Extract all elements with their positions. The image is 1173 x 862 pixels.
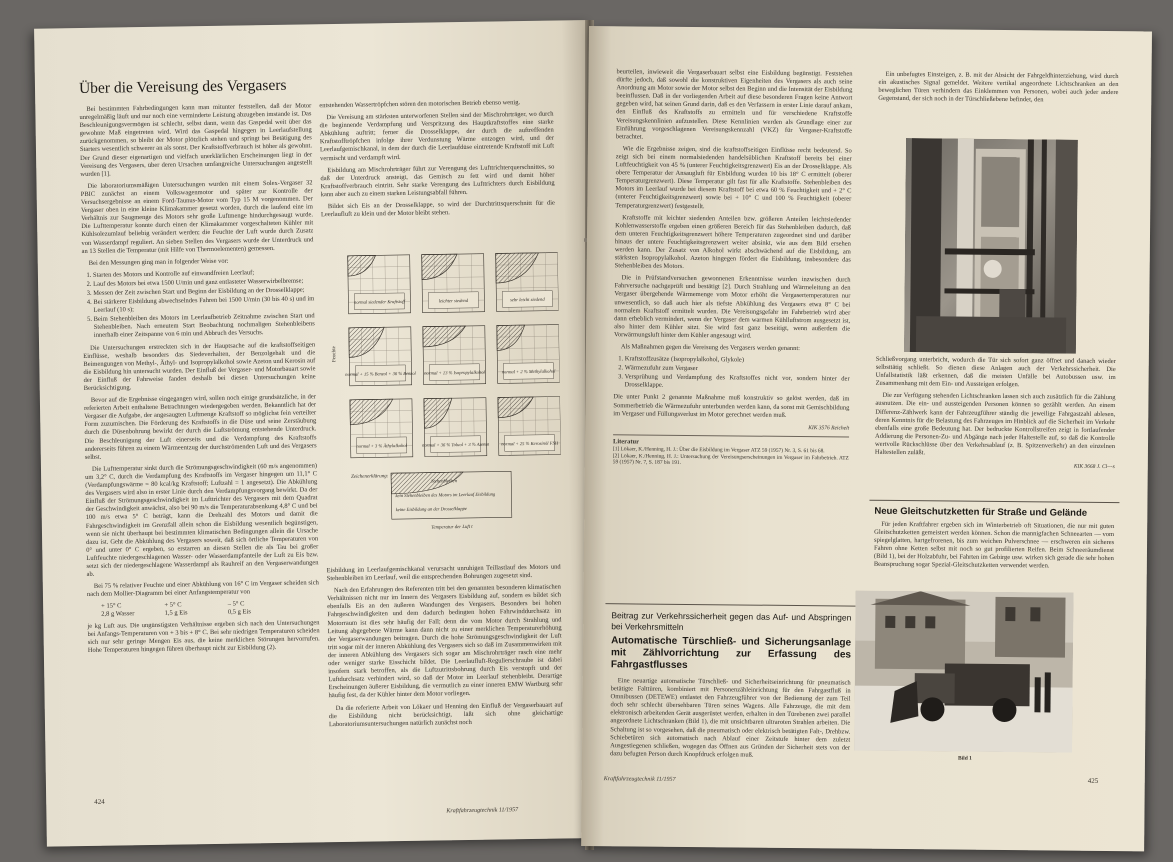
icing-diagram-figure: [328, 249, 563, 563]
diagram-panel: [497, 325, 560, 384]
axis-label: Temperatur der Luft t: [431, 524, 473, 531]
paragraph: Die laboratoriumsmäßigen Untersuchungen wurden mit einem Solex-Vergaser 32 PBIC zunächst an einem Volkswagenmotor und später zur Kontrolle der Versuchsergebnisse an einem Ford-Taunus-Motor vom Typ 15 M vorgenommen. Der Vergaser oben in eine kleine Klimakammer gesetzt worden, durch die laufend eine im Verhältnis zur Saugmenge des Motors sehr große Luftmenge hindurchgesaugt wurde. Die Lufttemperatur konnte durch einen der Klimakammer vorgeschalteten Kühler mit Kühlsolezumlauf beliebig verändert werden; die Feuchte der Luft wurde durch Zusatz von Wasserdampf reguliert. An sieben Stellen des Vergasers wurde der Unterdruck und an 13 Stellen die Temperatur (mit Hilfe von Thermoelementen) gemessen.: [80, 179, 314, 255]
paragraph: Bei bestimmten Fahrbedingungen kann man mitunter feststellen, daß der Motor unregelmäßig läuft und nur noch eine verminderte Leistung abzugeben imstande ist. Das Beschleunigungsvermögen ist schlecht, selbst dann, wenn das Gaspedal weit über das gewohnte Maß eingetreten wird. Wird das Gaspedal hingegen in Leerlaufstellung zurückgenommen, so bleibt der Motor plötzlich stehen und springt bei Betätigung des Starters wesentlich schwerer an als sonst. Der Kraftstoffverbrauch ist höher als gewohnt. Der Grund dieser eigenartigen und vielfach unerklärlichen Erscheinungen liegt in der Vereisung des Vergasers, über deren Ursachen umfangreiche Untersuchungen angestellt wurden [1].: [79, 102, 313, 178]
panel-label: normal siedender Kraftstoff: [353, 298, 405, 305]
diagram-panel: [423, 326, 486, 385]
paragraph: Da die referierte Arbeit von Lökaer und Henning den Einfluß der Vergaserbauart auf die Eisbildung nicht berücksichtigt, läßt sich ohne gleichartige Laboratoriumsuntersuchungen natürlich zunächst noch: [328, 700, 563, 728]
panel-label: normal + 2 % Methylalkohol: [501, 368, 556, 375]
paragraph: Als Maßnahmen gegen die Vereisung des Vergasers werden genannt:: [620, 343, 801, 353]
author-signature: KIK 3668 J. Cl---s: [1073, 463, 1115, 471]
paragraph: Die Lufttemperatur sinkt durch die Strömungsgeschwindigkeit (60 m/s angenommen) um 3,2° C, durch die Verdampfung des Kraftstoffs im Vergaser hingegen um 11,1° C (Verdampfungswärme = 80 kcal/kg Kraftstoff; Luftzahl = 1 angesetzt). Die Abkühlung des Vergasers wird also in erster Linie durch den Verdampfungsvorgang bewirkt. Da der Einfluß der Strömungsgeschwindigkeit im Lufttrichter des Vergasers mit dem Quadrat der Geschwindigkeit anwächst, also bei 90 m/s die Temperaturabsenkung 4,8° C und bei 100 m/s etwa 5° C beträgt, kann die Drehzahl des Motors und damit die Fahrgeschwindigkeit im Grenzfall allein schon die Eisbildung wesentlich begünstigen, wenn sie nicht überhaupt bei bestimmten klimatischen Bedingungen allein die Ursache dazu ist. Geht die Abkühlung des Vergasers soweit, daß sich örtliche Temperaturen von 0° und unter 0° C ergeben, so erstarren an diesen Stellen die als Tau bei großer Luftfeuchte niedergeschlagenen Wasser- oder Wasserdampfanteile der Luft zu Eis bzw. setzt sich der niedergeschlagene Wasserdampf als Rauhreif an den Vergaserwandungen ab.: [85, 462, 319, 579]
divider: [613, 434, 849, 437]
measurement-steps-list: [82, 268, 315, 340]
paragraph: beurteilen, inwieweit die Vergaserbauart selbst eine Eisbildung begünstigt. Feststehen dürfte jedoch, daß sowohl die konstruktiven Eigenheiten des Vergasers als auch seine Anordnung am Motor sowie der Motor selbst den Beginn und die Intensität der Eisbildung beeinflussen. Daß in der vorliegenden Arbeit auf diese besonderen Fragen keine Antwort gegeben wird, hat seinen Grund darin, daß es den Verfassern in erster Linie darauf ankam, den Einfluß des Kraftstoffs zu ermitteln und für verschiedene Kraftstoffe Vereisungskennlinien aufzustellen. Diese Kennlinien werden als Grundlage einer zur Einführung vorgeschlagenen Vereisungskennzahl (VKZ) für Vergaser-Kraftstoffe betrachtet.: [615, 68, 853, 141]
truck-snow-photo: [854, 591, 1074, 753]
paragraph: Eine neuartige automatische Türschließ- und Sicherheitseinrichtung für pneumatisch betätigte Falttüren, kombiniert mit Personenzähleinrichtung für den Fahrgastfluß in Omnibussen (DETEWE) entlastet den Fahrzeugführer von der Bedienung der zum Teil doch sehr schlecht übersehbaren Türen seines Wagens. Alle Fahrzeuge, die mit dem elektronisch arbeitenden Gerät ausgerüstet werden, erhalten in den Türebenen zwei parallel angeordnete Lichtschranken (Bild 1), die mit unsichtbaren ultraroten Strahlen arbeiten. Die Schaltung ist so vorgesehen, daß die pneumatisch oder elektrisch betätigten Falt-, Drehbzw. Schiebetüren sich automatisch nach Ablauf einer Zeitstufe hinter dem zuletzt Ausgestiegenen schließen, wogegen das Öffnen aus Gründen der Sicherheit stets von der dazu befugten Person durch Knopfdruck erfolgen muß.: [609, 677, 851, 759]
list-item: 1. Starten des Motors und Kontrolle auf einwandfreien Leerlauf;: [93, 268, 314, 280]
table-cell: + 15° C: [101, 602, 122, 611]
left-column-2-top: [319, 99, 555, 224]
paragraph: Die zur Verfügung stehenden Lichtschranken lassen sich auch zusätzlich für die Zählung ausnutzen. Die ein- und aussteigenden Personen können so gezählt werden. An einem Differenz-Zählwerk kann der Fahrzeugführer ständig die jeweilige Fahrgastzahl ablesen, deren Kenntnis für die Belastung des Fahrzeuges im Hinblick auf die Sicherheit im Verkehr ebenfalls eine große Bedeutung hat. Der bedruckte Kontrollstreifen zeigt in fortlaufender Addierung die Personen-Zu- und Abgänge nach jeder Haltestelle auf, so daß die Kontrolle wertvolle Rückschlüsse über den Verkehrsablauf (z. B. Spitzenverkehr) an den einzelnen Haltestellen zuläßt.: [874, 392, 1116, 457]
paragraph: Nach den Erfahrungen des Referenten tritt bei den genannten besonderen klimatischen Verhältnissen nicht nur im Innern des Vergasers Eisbildung auf, sondern es bildet sich ebenfalls Eis an den äußeren Wandungen des Vergasers. Besonders bei hohen Fahrgeschwindigkeiten und dem dadurch bedingten hohen Fahrwinddurchsatz im Motorraum ist dies sehr häufig der Fall; denn die vom Motor durch Strahlung und Leitung abgegebene Wärme kann dann nicht zu einer merklichen Temperaturerhöhung der Vergaserwandungen beitragen. Durch die hohe Strömungsgeschwindigkeit der Luft tritt sogar mit der inneren Abkühlung des Vergasers sich so daß im Zusammenwirken mit der inneren Abkühlung des Vergasers sich sogar am Mischrohrträger rasch eine mehr oder weniger starke Eisschicht bildet. Die Leerlaufluft-Regulierschraube ist dabei insofern stark betroffen, als die Luftzutrittsbohrung durch Eis verstopft und der Luftdurchsatz verhindert wird, so daß der Motor im Leerlauf stehenbleibt. Derartige Erscheinungen äußerer Eisbildung, die vermutlich zu einer inneren EMW Wartburg sehr häufig fest, da der Kühler hinter dem Motor vorliegen.: [327, 583, 563, 700]
diagram-panel: [496, 253, 559, 312]
left-page: [34, 20, 602, 847]
paragraph: Eisbildung im Leerlaufgemischkanal verursacht unruhigen Teillastlauf des Motors und Stehenbleiben im Leerlauf, weil die entsprechenden Bohrungen zugesetzt sind.: [326, 563, 561, 583]
right-column-1: [613, 68, 853, 468]
right-page: [581, 26, 1152, 851]
panel-label: sehr leicht siedend: [510, 296, 545, 303]
diagram-panel: [345, 327, 417, 386]
list-item: 4. Bei stärkerer Eisbildung abwechselndes Fahren bei 1500 U/min (30 bis 40 s) und im Leerlauf (10 s);: [93, 295, 314, 315]
icing-diagram: [328, 249, 563, 563]
list-item: 3. Versprühung und Verdampfung des Kraftstoffes nicht vor, sondern hinter der Drosselklappe.: [625, 374, 850, 392]
panel-label: normal + 36 % Toluol + 3 % Azeton: [422, 441, 490, 448]
legend-item: kein Stehenbleiben des Motors im Leerlauf Eisbildung: [395, 491, 496, 499]
panel-label: normal + 15 % Benzol + 36 % Benzol: [345, 370, 416, 377]
paragraph: Eisbildung am Mischrohrträger führt zur Verengung des Lufttrichterquerschnittes, so daß der Unterdruck ansteigt, das Gemisch zu fett wird und damit höher Kraftstoffverbrauch eintritt. Sehr starke Verengung des Lufttrichters durch Eisbildung kann aber auch zu einem starken Leistungsabfall führen.: [320, 163, 555, 199]
panel-label: normal + 25 % Kerosinöl FSH: [501, 440, 559, 447]
section-rule: [869, 500, 1119, 503]
left-column-2-bottom: [327, 564, 564, 733]
paragraph: Ein unbefugtes Einsteigen, z. B. mit der Absicht der Fahrgeldhinterziehung, wird durch ein akustisches Signal gemeldet. Weitere vertikal angeordnete Lichtschranken an den beweglichen Türen verhindern das Einklemmen von Personen, wobei auch jeder andere Gegenstand, der sich noch in der Türschließebene befindet, den: [878, 70, 1119, 104]
diagram-panel: [498, 397, 561, 456]
paragraph: Die Vereisung am stärksten unterworfenen Stellen sind der Mischrohrträger, wo durch die beginnende Verdampfung und Verspritzung des Hauptkraftstoffes eine starke Abkühlung auftritt; ferner die Drosselklappe, der durch die auftreffenden Kraftstofftröpfchen infolge ihrer Verdunstung Wärme entzogen wird, und der Leerlaufgemischkanal, in dem der durch die Leerlaufdüse eintretende Kraftstoff mit Luft vermischt und verdampft wird.: [319, 110, 555, 162]
axis-label: Feuchte: [332, 346, 338, 363]
table-cell: 1,5 g Eis: [164, 609, 188, 618]
list-item: 3. Messen der Zeit zwischen Start und Beginn der Eisbildung an der Drosselklappe;: [93, 286, 314, 298]
bus-door-image: [904, 138, 1078, 354]
author-signature: KIK 3576 Reichelt: [808, 424, 850, 432]
diagram-panel: [350, 399, 413, 458]
article-heading: Automatische Türschließ- und Sicherungsanlage mit Zählvorrichtung zur Erfassung des Fahrgastflusses: [610, 635, 852, 671]
paragraph: entstehenden Wassertröpfchen stören den motorischen Betrieb ebenso wenig.: [319, 99, 521, 110]
right-column-2-top: [878, 71, 1118, 110]
literature-entry: [2] Lökaer, K./Henning, H. J.: Untersuchung der Vereisungserscheinungen im Vergaser im Fahrbetrieb. ATZ 59 (1957) Nr. 7, S. 187 bis 191.: [612, 452, 849, 467]
paragraph: Schließvorgang unterbricht, wodurch die Tür sich sofort ganz öffnet und danach wieder selbsttätig schließt. So dienen diese Anlagen auch der Verkehrssicherheit. Die Unfallstatistik läßt erkennen, daß die meisten Unfälle bei Autobussen usw. im Zusammenhang mit dem Ein- und Aussteigen erfolgen.: [875, 355, 1116, 389]
paragraph: Bei 75 % relativer Feuchte und einer Abkühlung von 16° C im Vergaser scheiden sich nach dem Mollier-Diagramm bei einer Anfangstemperatur von: [86, 579, 319, 599]
list-item: 5. Beim Stehenbleiben des Motors im Leerlaufbetrieb Zeitnahme zwischen Start und Stehenbleiben. Nach erneutem Start Beobachtung nochmaligen Stehenbleibens innerhalb einer Zeitspanne von 6 min und Abbruch des Versuchs.: [94, 313, 315, 341]
article-title: Über die Vereisung des Vergasers: [78, 76, 287, 98]
paragraph: Die in Prüfstandversuchen gewonnenen Erkenntnisse wurden inzwischen durch Fahrversuche nachgeprüft und bestätigt [2]. Durch Strahlung und Wärmeleitung an den Vergaser übergehende Wärmemenge vom Motor erhöht die Vergasertemperaturen nur unwesentlich, so daß auch hier als tiefste Abkühlung des Vergasers etwa 8° C bei normalem Kraftstoff ermittelt wurden. Die Vereisungsgefahr im Fahrbetrieb wird aber dann erheblich vermindert, wenn der Vergaser dem warmen Kühlluftstrom ausgesetzt ist, also hinter dem Kühler sitzt. Sie wird fast ganz beseitigt, wenn außerdem die Vorwärmungsluft hinter dem Kühler angesaugt wird.: [614, 274, 851, 340]
table-cell: + 5° C: [164, 601, 182, 610]
paragraph: Die Untersuchungen erstreckten sich in der Hauptsache auf die kraftstoffseitigen Einflüsse, weshalb besonders das Siedeverhalten, der Benzolgehalt und die Beimengungen von Methyl-, Äthyl- und Isopropylalkohol sowie Azeton und Kerosin auf die Eisbildung hin untersucht wurden. Der Einfluß der Vergaser- und Motorbauart sowie der Einfluß der Fahrweise fanden deshalb bei diesen Untersuchungen keine Berücksichtigung.: [83, 340, 316, 392]
table-cell: – 5° C: [227, 600, 245, 609]
footer-journal: Kraftfahrzeugtechnik 11/1957: [446, 807, 519, 815]
panel-label: leichter siedend: [438, 297, 469, 304]
paragraph: Wie die Ergebnisse zeigen, sind die kraftstoffseitigen Einflüsse recht bedeutend. So zeigt sich bei einem normalsiedenden handelsüblichen Kraftstoff bereits bei einer Luftfeuchtigkeit von 45 % (unterer Feuchtigkeitsgrenzwert) Eis an der Drosselklappe. Als obere Temperatur der Ansaugluft für Eisbildung wurden 10 bis 18° C ermittelt (oberer Temperaturgrenzwert). Diese Temperatur gilt fast für alle Kraftstoffe. Stehenbleiben des Motors im Leerlauf wurde bei diesem Kraftstoff bei etwa 60 % Feuchtigkeit und + 2° C (unterer Feuchtigkeitsgrenzwert) sowie bei + 10° C und 100 % Feuchtigkeit (oberer Temperaturgrenzwert) festgestellt.: [615, 145, 852, 210]
footer-journal: Kraftfahrzeugtechnik 11/1957: [603, 776, 676, 783]
right-column-2-mid: [875, 356, 1116, 472]
diagram-panel: [421, 398, 490, 457]
page-number: 424: [94, 797, 105, 806]
paragraph: Bei den Messungen ging man in folgender Weise vor:: [88, 257, 229, 267]
gleit-heading: Neue Gleitschutzketten für Straße und Gelände: [874, 505, 1088, 519]
gleit-article: [874, 521, 1114, 576]
paragraph: Für jeden Kraftfahrer ergeben sich im Winterbetrieb oft Situationen, die nur mit guten Gleitschutzketten gemeistert werden können. Schon die mannigfachen Schneearten — vom spiegelglatten, hartgefrorenen, bis zum weichen Pulverschnee — erschweren ein sicheres Fahren ohne Ketten selbst mit noch so gut profilierten Reifen. Beim Schneeräumdienst (Bild 1), bei der Holzabfuhr, bei Fahrten im Gebirge usw. wirken sich gerade die sehr hohen Beanspruchung sogar Spezial-Gleitschutzketten verwendet werden.: [873, 520, 1115, 570]
left-column-1: [79, 102, 320, 658]
photo-caption: Bild 1: [957, 755, 972, 762]
legend-title: Zeichenerklärung:: [351, 474, 389, 480]
table-cell: 2,8 g Wasser: [101, 610, 135, 619]
list-item: 2. Wärmezufuhr zum Vergaser: [625, 365, 850, 375]
door-system-article: [610, 610, 851, 764]
paragraph: Bevor auf die Ergebnisse eingegangen wird, sollen noch einige grundsätzliche, in der referierten Arbeit enthaltene Betrachtungen wiedergegeben werden. Bekanntlich hat der Vergaser die Aufgabe, der angesaugten Luftmenge Kraftstoff so möglichst fein verteilter Form zuzumischen. Die Förderung des Kraftstoffs in die Düse und seine Zerstäubung durch die Düsenbohrung bewirkt der durch die Luftströmung entstehende Unterdruck. Die Beschleunigung der Luft einerseits und die Verdampfung des Kraftstoffs andererseits führen zu einem Wärmeentzug der durchströmenden Luft und des Vergasers selbst.: [83, 393, 317, 461]
panel-label: normal + 3 % Äthylalkohol: [356, 442, 407, 449]
page-number: 425: [1087, 776, 1099, 785]
paragraph: Kraftstoffe mit leichter siedenden Anteilen bzw. größeren Anteilen leichtsiedender Kohlenwasserstoffe ergeben einen größeren Bereich für das Stehenbleiben dadurch, daß dem unteren Feuchtigkeitsgrenzwert höhere Temperaturen zugeordnet sind und darüber hinaus der untere Feuchtigkeitsgrenzwert weiter absinkt, wie aus dem Bild ersehen werden kann. Der Zusatz von Alkohol wirkt abschwächend auf die Eisbildung, am stärksten Isopropylalkohol. Azeton hingegen fördert die Eisbildung, insbesondere das Stehenbleiben des Motors.: [614, 213, 852, 271]
box-top-rule: [605, 603, 855, 606]
diagram-panel: [348, 255, 411, 314]
table-cell: 0,5 g Eis: [227, 608, 251, 617]
panel-label: normal + 13 % Isopropylalkohol: [424, 369, 485, 376]
legend-item: Stehenbleiben: [431, 478, 458, 484]
paragraph: Die unter Punkt 2 genannte Maßnahme muß konstruktiv so gelöst werden, daß im Sommerbetrieb die Wärmezufuhr unterbunden werden kann, da sonst mit Gemischbildung im Vergaser und Füllungsverlust im Motor gerechnet werden muß.: [613, 393, 850, 419]
bus-door-photo: [904, 138, 1078, 354]
paragraph: Bildet sich Eis an der Drosselklappe, so wird der Durchtrittsquerschnitt für die Leerlaufluft zu klein und der Motor bleibt stehen.: [320, 199, 555, 219]
literature-entry: [1] Lökaer, K./Henning, H. J.: Über die Eisbildung im Vergaser ATZ 59 (1957) Nr. 3, S. 61 bis 68.: [612, 446, 825, 455]
legend-item: keine Eisbildung an der Drosselklappe: [395, 505, 467, 513]
list-item: 2. Lauf des Motors bei etwa 1500 U/min und ganz entlasteter Wasserwirbelbremse;: [93, 277, 314, 289]
truck-snow-image: [854, 591, 1074, 753]
countermeasures-list: [614, 355, 850, 392]
temperature-table: [101, 600, 291, 619]
article-kicker: Beitrag zur Verkehrssicherheit gegen das Auf- und Abspringen bei Verkehrsmitteln: [611, 610, 852, 632]
paragraph: je kg Luft aus. Die ungünstigsten Verhältnisse ergeben sich nach den Untersuchungen bei Anfangs-Temperaturen von + 3 bis + 8° C. Bei sehr niedrigen Temperaturen scheiden sich nur sehr geringe Mengen Eis aus, die keine merklichen Störungen hervorrufen. Hohe Temperaturen hingegen führen überhaupt nicht zur Eisbildung (2).: [87, 618, 320, 654]
diagram-panel: [422, 254, 485, 313]
literature-heading: Literatur: [612, 438, 640, 446]
list-item: 1. Kraftstoffzusätze (Isopropylalkohol, Glykole): [625, 355, 850, 365]
